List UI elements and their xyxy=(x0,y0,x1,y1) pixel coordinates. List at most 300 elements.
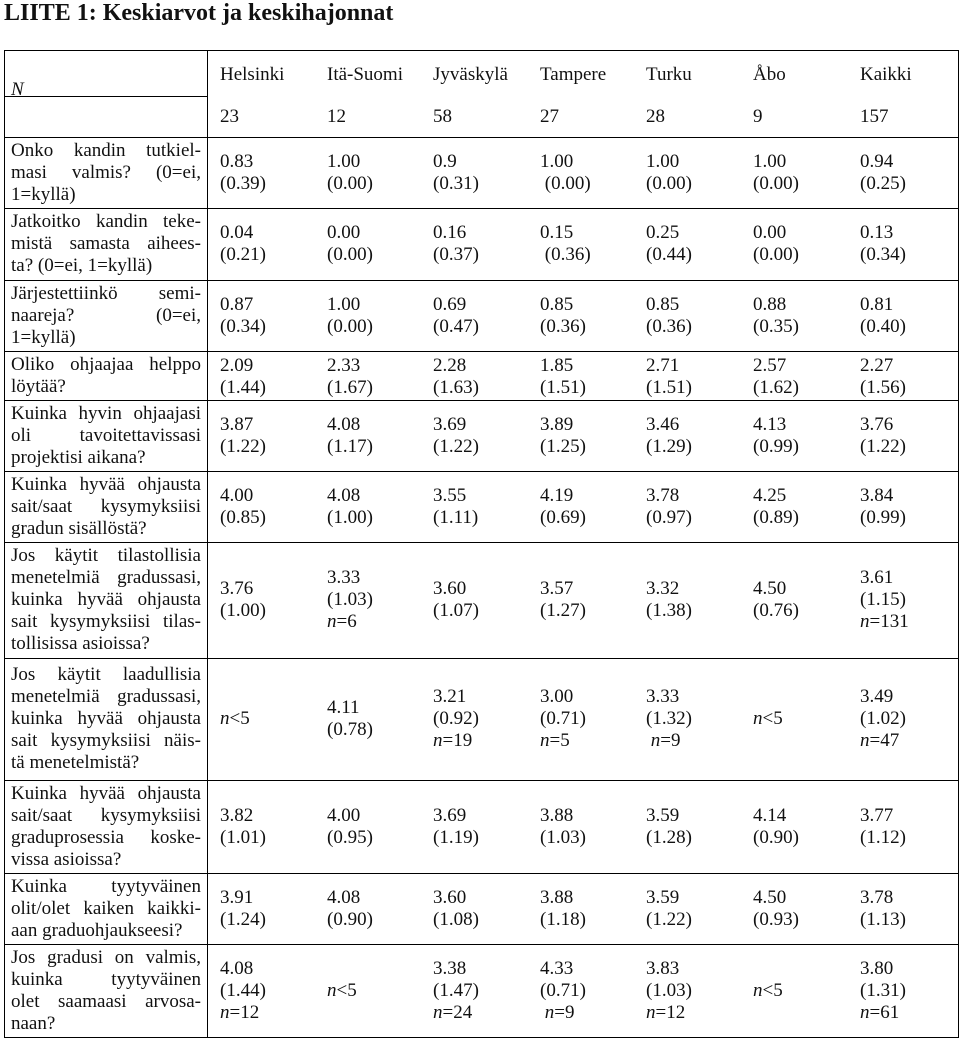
std-dev-value: (0.99) xyxy=(753,435,799,457)
std-dev-value: (0.90) xyxy=(327,908,373,930)
std-dev-value: (0.85) xyxy=(220,506,266,528)
mean-value: 3.87 xyxy=(220,413,254,435)
question-text: masi valmis? (0=ei, xyxy=(11,161,201,183)
mean-value: 0.13 xyxy=(860,222,894,243)
std-dev-value: (1.03) xyxy=(646,979,692,1001)
value-cell xyxy=(540,485,586,529)
mean-value: 3.21 xyxy=(433,686,467,707)
value-cell xyxy=(646,294,692,338)
column-header: Kaikki xyxy=(860,63,912,85)
question-text: kuinka hyvää ohjausta xyxy=(11,589,201,610)
mean-value: 4.11 xyxy=(327,697,360,718)
question-text: Oliko ohjaajaa helppo xyxy=(11,353,201,375)
value-cell xyxy=(860,567,909,633)
value-cell xyxy=(860,151,906,195)
mean-value: 0.85 xyxy=(540,293,574,315)
mean-value: 3.33 xyxy=(327,567,361,588)
std-dev-value: (1.17) xyxy=(327,435,373,457)
question-text: olit/olet kaiken kaikki- xyxy=(11,897,201,919)
std-dev-value: (1.28) xyxy=(646,826,692,848)
question-text: Jos käytit laadullisia xyxy=(11,664,201,685)
value-cell xyxy=(646,887,692,931)
value-cell xyxy=(860,686,906,752)
n-value: 23 xyxy=(220,105,239,127)
value-cell xyxy=(753,980,783,1002)
std-dev-value: (0.44) xyxy=(646,244,692,265)
mean-value: 3.76 xyxy=(860,413,894,435)
sample-size: n=47 xyxy=(860,730,900,751)
value-cell xyxy=(220,485,266,529)
value-cell xyxy=(220,222,266,266)
std-dev-value: (0.99) xyxy=(860,506,906,528)
std-dev-value: (1.32) xyxy=(646,708,692,729)
std-dev-value: (1.11) xyxy=(433,506,479,528)
value-cell xyxy=(753,578,799,622)
mean-value: 0.87 xyxy=(220,293,254,315)
table-row xyxy=(5,471,959,542)
value-cell xyxy=(540,414,586,458)
question-text: gradun sisällöstä? xyxy=(11,517,147,539)
n-value: 9 xyxy=(753,105,763,127)
mean-value: 0.85 xyxy=(646,293,680,315)
question-text: menetelmiä gradussasi, xyxy=(11,567,201,588)
table-row xyxy=(5,208,959,280)
question-text: menetelmiä gradussasi, xyxy=(11,686,201,707)
std-dev-value: (0.78) xyxy=(327,719,373,740)
sample-size: n=9 xyxy=(650,730,681,751)
question-cell xyxy=(5,873,208,944)
table-row xyxy=(5,400,959,471)
n-label: N xyxy=(11,79,24,100)
table-row xyxy=(5,944,959,1037)
value-cell xyxy=(327,887,373,931)
results-table xyxy=(4,50,959,1038)
mean-value: 3.82 xyxy=(220,804,254,826)
value-cell xyxy=(753,151,799,195)
question-text: kuinka hyvää ohjausta xyxy=(11,708,201,729)
sample-size: n=9 xyxy=(544,1001,575,1023)
mean-value: 0.15 xyxy=(540,222,574,243)
sample-size: n=24 xyxy=(433,1001,473,1023)
std-dev-value: (0.71) xyxy=(540,708,586,729)
std-dev-value: (0.34) xyxy=(860,244,906,265)
std-dev-value: (0.71) xyxy=(540,979,586,1001)
std-dev-value: (1.24) xyxy=(220,908,266,930)
question-text: naareja? (0=ei, xyxy=(11,304,201,326)
value-cell xyxy=(327,805,373,849)
mean-value: 2.09 xyxy=(220,354,254,376)
std-dev-value: (0.31) xyxy=(433,172,479,194)
value-cell xyxy=(860,414,906,458)
mean-value: 0.83 xyxy=(220,150,254,172)
value-cell xyxy=(753,805,799,849)
std-dev-value: (1.22) xyxy=(220,435,266,457)
value-cell xyxy=(753,708,783,730)
mean-value: 4.08 xyxy=(327,413,361,435)
value-cell xyxy=(646,355,692,399)
std-dev-value: (1.03) xyxy=(540,826,586,848)
mean-value: 3.60 xyxy=(433,886,467,908)
column-header: Turku xyxy=(646,63,692,85)
value-cell xyxy=(433,686,479,752)
value-cell xyxy=(860,887,906,931)
column-header: Åbo xyxy=(753,63,786,85)
mean-value: 1.00 xyxy=(646,150,680,172)
question-text: sait kysymyksiisi tilas- xyxy=(11,611,201,632)
question-cell xyxy=(5,137,208,208)
question-text: Kuinka tyytyväinen xyxy=(11,875,201,897)
value-cell xyxy=(540,151,591,195)
value-cell xyxy=(220,355,266,399)
std-dev-value: (0.00) xyxy=(327,244,373,265)
n-value: 27 xyxy=(540,105,559,127)
mean-value: 1.00 xyxy=(540,150,574,172)
value-cell xyxy=(860,222,906,266)
std-dev-value: (1.00) xyxy=(327,506,373,528)
value-cell xyxy=(540,958,586,1024)
mean-value: 3.61 xyxy=(860,567,894,588)
std-dev-value: (1.07) xyxy=(433,600,479,621)
mean-value: 4.08 xyxy=(327,886,361,908)
value-cell xyxy=(646,578,692,622)
page-title: LIITE 1: Keskiarvot ja keskihajonnat xyxy=(4,0,394,26)
question-cell xyxy=(5,944,208,1037)
mean-value: 4.25 xyxy=(753,484,787,506)
mean-value: 1.00 xyxy=(753,150,787,172)
std-dev-value: (0.34) xyxy=(220,315,266,337)
question-text: 1=kyllä) xyxy=(11,183,76,205)
value-cell xyxy=(860,355,906,399)
value-cell xyxy=(433,151,479,195)
mean-value: 0.25 xyxy=(646,222,680,243)
mean-value: 3.38 xyxy=(433,957,467,979)
std-dev-value: (0.00) xyxy=(327,315,373,337)
std-dev-value: (0.40) xyxy=(860,315,906,337)
question-text: graduprosessia koske- xyxy=(11,826,201,848)
std-dev-value: (0.00) xyxy=(753,244,799,265)
n-row xyxy=(5,97,959,138)
sample-size: n=131 xyxy=(860,611,909,632)
mean-value: 3.33 xyxy=(646,686,680,707)
column-header: Jyväskylä xyxy=(433,63,508,85)
question-cell xyxy=(5,658,208,780)
question-text: sait kysymyksiisi näis- xyxy=(11,730,201,751)
std-dev-value: (1.29) xyxy=(646,435,692,457)
mean-value: 3.88 xyxy=(540,886,574,908)
question-text: projektisi aikana? xyxy=(11,446,146,468)
std-dev-value: (1.62) xyxy=(753,376,799,398)
mean-value: 1.85 xyxy=(540,354,574,376)
mean-value: 3.91 xyxy=(220,886,254,908)
std-dev-value: (1.19) xyxy=(433,826,479,848)
value-cell xyxy=(433,222,479,266)
std-dev-value: (1.22) xyxy=(860,435,906,457)
question-text: Jatkoitko kandin teke- xyxy=(11,211,201,232)
sample-size: n<5 xyxy=(220,708,250,729)
question-cell xyxy=(5,400,208,471)
std-dev-value: (1.13) xyxy=(860,908,906,930)
std-dev-value: (0.21) xyxy=(220,244,266,265)
question-text: ta? (0=ei, 1=kyllä) xyxy=(11,255,153,276)
value-cell xyxy=(220,708,250,730)
value-cell xyxy=(327,294,373,338)
std-dev-value: (0.36) xyxy=(540,244,591,265)
question-text: Kuinka hyvin ohjaajasi xyxy=(11,402,201,424)
mean-value: 3.69 xyxy=(433,804,467,826)
mean-value: 2.71 xyxy=(646,354,680,376)
mean-value: 1.00 xyxy=(327,293,361,315)
mean-value: 3.00 xyxy=(540,686,574,707)
question-text: 1=kyllä) xyxy=(11,326,76,348)
question-cell xyxy=(5,208,208,280)
sample-size: n=12 xyxy=(220,1001,260,1023)
question-text: Jos käytit tilastollisia xyxy=(11,545,201,566)
mean-value: 3.76 xyxy=(220,578,254,599)
mean-value: 0.00 xyxy=(327,222,361,243)
mean-value: 3.46 xyxy=(646,413,680,435)
value-cell xyxy=(540,578,586,622)
std-dev-value: (1.63) xyxy=(433,376,479,398)
value-cell xyxy=(220,805,266,849)
mean-value: 3.60 xyxy=(433,578,467,599)
std-dev-value: (0.25) xyxy=(860,172,906,194)
mean-value: 4.13 xyxy=(753,413,787,435)
mean-value: 3.49 xyxy=(860,686,894,707)
std-dev-value: (0.37) xyxy=(433,244,479,265)
mean-value: 3.78 xyxy=(860,886,894,908)
value-cell xyxy=(540,805,586,849)
value-cell xyxy=(753,294,799,338)
mean-value: 4.08 xyxy=(327,484,361,506)
mean-value: 2.27 xyxy=(860,354,894,376)
table-row xyxy=(5,873,959,944)
question-text: aan graduohjaukseesi? xyxy=(11,919,183,941)
std-dev-value: (1.00) xyxy=(220,600,266,621)
mean-value: 0.81 xyxy=(860,293,894,315)
value-cell xyxy=(753,414,799,458)
mean-value: 3.83 xyxy=(646,957,680,979)
std-dev-value: (1.02) xyxy=(860,708,906,729)
mean-value: 0.16 xyxy=(433,222,467,243)
std-dev-value: (0.00) xyxy=(646,172,692,194)
question-cell xyxy=(5,780,208,873)
question-text: kuinka tyytyväinen xyxy=(11,968,201,990)
sample-size: n<5 xyxy=(753,708,783,729)
value-cell xyxy=(327,355,373,399)
mean-value: 4.00 xyxy=(220,484,254,506)
value-cell xyxy=(646,414,692,458)
std-dev-value: (0.95) xyxy=(327,826,373,848)
std-dev-value: (1.44) xyxy=(220,376,266,398)
mean-value: 0.94 xyxy=(860,150,894,172)
std-dev-value: (1.12) xyxy=(860,826,906,848)
std-dev-value: (1.51) xyxy=(646,376,692,398)
value-cell xyxy=(860,805,906,849)
question-text: naan? xyxy=(11,1012,56,1034)
value-cell xyxy=(860,958,906,1024)
value-cell xyxy=(646,485,692,529)
std-dev-value: (0.36) xyxy=(646,315,692,337)
mean-value: 0.00 xyxy=(753,222,787,243)
value-cell xyxy=(753,887,799,931)
std-dev-value: (0.00) xyxy=(753,172,799,194)
value-cell xyxy=(433,887,479,931)
sample-size: n=61 xyxy=(860,1001,900,1023)
sample-size: n=6 xyxy=(327,611,357,632)
mean-value: 3.77 xyxy=(860,804,894,826)
sample-size: n=19 xyxy=(433,730,473,751)
std-dev-value: (0.00) xyxy=(327,172,373,194)
question-text: löytää? xyxy=(11,375,66,397)
std-dev-value: (1.08) xyxy=(433,908,479,930)
question-text: Onko kandin tutkiel- xyxy=(11,139,201,161)
std-dev-value: (0.47) xyxy=(433,315,479,337)
question-cell xyxy=(5,351,208,400)
question-text: sait/saat kysymyksiisi xyxy=(11,804,201,826)
std-dev-value: (1.31) xyxy=(860,979,906,1001)
std-dev-value: (0.89) xyxy=(753,506,799,528)
column-header: Tampere xyxy=(540,63,607,85)
value-cell xyxy=(433,578,479,622)
value-cell xyxy=(646,151,692,195)
mean-value: 4.50 xyxy=(753,578,787,599)
column-header: Itä-Suomi xyxy=(327,63,403,85)
question-cell xyxy=(5,280,208,351)
mean-value: 3.89 xyxy=(540,413,574,435)
std-dev-value: (1.38) xyxy=(646,600,692,621)
std-dev-value: (1.15) xyxy=(860,589,906,610)
value-cell xyxy=(327,414,373,458)
value-cell xyxy=(860,294,906,338)
value-cell xyxy=(220,151,266,195)
value-cell xyxy=(327,485,373,529)
std-dev-value: (0.00) xyxy=(540,172,591,194)
mean-value: 3.57 xyxy=(540,578,574,599)
std-dev-value: (1.22) xyxy=(646,908,692,930)
mean-value: 0.69 xyxy=(433,293,467,315)
question-text: mistä samasta aihees- xyxy=(11,233,201,254)
mean-value: 0.04 xyxy=(220,222,254,243)
mean-value: 2.33 xyxy=(327,354,361,376)
mean-value: 4.08 xyxy=(220,957,254,979)
n-value: 157 xyxy=(860,105,889,127)
std-dev-value: (0.97) xyxy=(646,506,692,528)
value-cell xyxy=(433,805,479,849)
value-cell xyxy=(327,151,373,195)
value-cell xyxy=(327,980,357,1002)
sample-size: n=12 xyxy=(646,1001,686,1023)
mean-value: 4.14 xyxy=(753,804,787,826)
value-cell xyxy=(540,355,586,399)
std-dev-value: (1.01) xyxy=(220,826,266,848)
value-cell xyxy=(433,414,479,458)
value-cell xyxy=(646,686,692,752)
value-cell xyxy=(220,578,266,622)
question-text: tä menetelmistä? xyxy=(11,752,140,773)
std-dev-value: (0.76) xyxy=(753,600,799,621)
mean-value: 4.19 xyxy=(540,484,574,506)
question-text: vissa asioissa? xyxy=(11,848,122,870)
std-dev-value: (1.25) xyxy=(540,435,586,457)
mean-value: 3.32 xyxy=(646,578,680,599)
question-text: Kuinka hyvää ohjausta xyxy=(11,473,201,495)
value-cell xyxy=(433,485,478,529)
mean-value: 3.55 xyxy=(433,484,467,506)
question-text: Jos gradusi on valmis, xyxy=(11,946,201,968)
table-row xyxy=(5,280,959,351)
std-dev-value: (1.22) xyxy=(433,435,479,457)
sample-size: n<5 xyxy=(327,979,357,1001)
mean-value: 2.28 xyxy=(433,354,467,376)
mean-value: 3.84 xyxy=(860,484,894,506)
std-dev-value: (1.56) xyxy=(860,376,906,398)
value-cell xyxy=(646,805,692,849)
value-cell xyxy=(540,686,586,752)
value-cell xyxy=(753,222,799,266)
value-cell xyxy=(646,222,692,266)
value-cell xyxy=(433,958,479,1024)
mean-value: 4.00 xyxy=(327,804,361,826)
mean-value: 3.59 xyxy=(646,804,680,826)
value-cell xyxy=(860,485,906,529)
mean-value: 3.59 xyxy=(646,886,680,908)
value-cell xyxy=(540,222,591,266)
mean-value: 3.80 xyxy=(860,957,894,979)
value-cell xyxy=(753,355,799,399)
sample-size: n=5 xyxy=(540,730,570,751)
std-dev-value: (1.18) xyxy=(540,908,586,930)
n-value: 12 xyxy=(327,105,346,127)
value-cell xyxy=(327,567,373,633)
mean-value: 4.33 xyxy=(540,957,574,979)
std-dev-value: (0.93) xyxy=(753,908,799,930)
table-row xyxy=(5,542,959,658)
std-dev-value: (0.36) xyxy=(540,315,586,337)
table-row xyxy=(5,137,959,208)
n-value: 28 xyxy=(646,105,665,127)
question-cell xyxy=(5,542,208,658)
question-text: Kuinka hyvää ohjausta xyxy=(11,782,201,804)
value-cell xyxy=(433,355,479,399)
question-text: oli tavoitettavissasi xyxy=(11,424,201,446)
std-dev-value: (0.39) xyxy=(220,172,266,194)
value-cell xyxy=(540,294,586,338)
std-dev-value: (0.35) xyxy=(753,315,799,337)
std-dev-value: (1.44) xyxy=(220,979,266,1001)
value-cell xyxy=(646,958,692,1024)
value-cell xyxy=(433,294,479,338)
mean-value: 3.78 xyxy=(646,484,680,506)
question-text: tollisissa asioissa? xyxy=(11,633,150,654)
value-cell xyxy=(220,294,266,338)
value-cell xyxy=(220,887,266,931)
std-dev-value: (1.51) xyxy=(540,376,586,398)
std-dev-value: (0.69) xyxy=(540,506,586,528)
question-cell xyxy=(5,471,208,542)
mean-value: 0.88 xyxy=(753,293,787,315)
std-dev-value: (0.92) xyxy=(433,708,479,729)
value-cell xyxy=(753,485,799,529)
std-dev-value: (1.27) xyxy=(540,600,586,621)
n-value: 58 xyxy=(433,105,452,127)
question-text: olet saamaasi arvosa- xyxy=(11,990,201,1012)
std-dev-value: (1.03) xyxy=(327,589,373,610)
question-text: sait/saat kysymyksiisi xyxy=(11,495,201,517)
std-dev-value: (1.67) xyxy=(327,376,373,398)
mean-value: 1.00 xyxy=(327,150,361,172)
mean-value: 4.50 xyxy=(753,886,787,908)
mean-value: 2.57 xyxy=(753,354,787,376)
